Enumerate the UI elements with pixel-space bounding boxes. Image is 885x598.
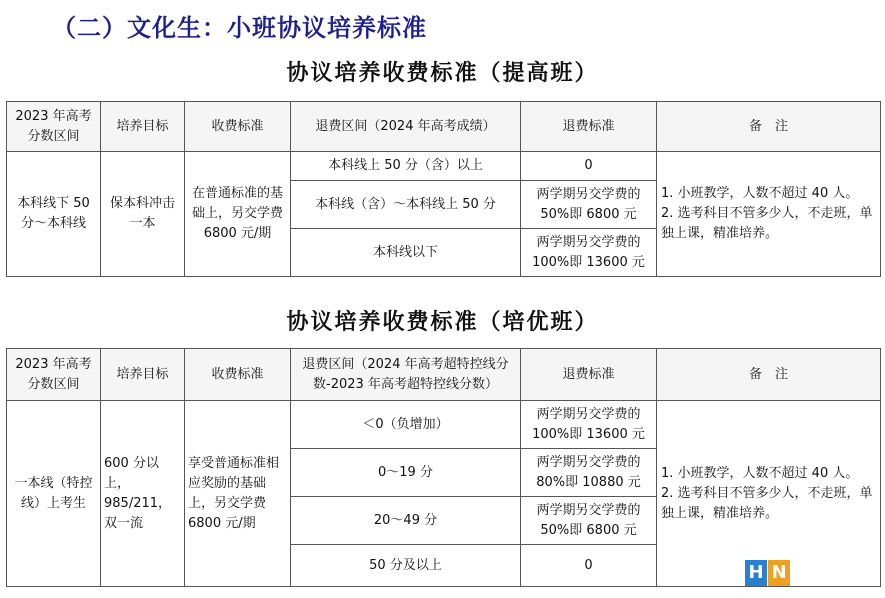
refund-standard-cell: 0: [521, 152, 657, 181]
score-range-cell: 一本线（特控线）上考生: [7, 401, 101, 587]
refund-range-cell: 本科线上 50 分（含）以上: [291, 152, 521, 181]
refund-range-cell: 20～49 分: [291, 497, 521, 545]
header-goal: 培养目标: [101, 102, 185, 152]
refund-standard-cell: 0: [521, 545, 657, 587]
note-line: 1. 小班教学，人数不超过 40 人。: [661, 465, 859, 481]
table-header-row: [7, 102, 881, 152]
table1-title: 协议培养收费标准（提高班）: [286, 61, 599, 86]
logo-letter-h: H: [745, 560, 767, 586]
header-refund-range: 退费区间（2024 年高考超特控线分数-2023 年高考超特控线分数）: [291, 349, 521, 401]
refund-range-cell: 本科线（含）～本科线上 50 分: [291, 181, 521, 229]
note-line: 2. 选考科目不管多少人，不走班，单独上课，精准培养。: [661, 485, 873, 521]
refund-standard-cell: 两学期另交学费的 50%即 6800 元: [521, 497, 657, 545]
header-refund-standard: 退费标准: [521, 102, 657, 152]
refund-range-cell: ＜0（负增加）: [291, 401, 521, 449]
score-range-cell: 本科线下 50 分～本科线: [7, 152, 101, 277]
goal-cell: 600 分以上，985/211，双一流: [101, 401, 185, 587]
refund-standard-cell: 两学期另交学费的 100%即 13600 元: [521, 229, 657, 277]
fee-cell: 享受普通标准相应奖励的基础上，另交学费 6800 元/期: [185, 401, 291, 587]
fee-table-advanced: [6, 101, 881, 277]
header-refund-range: 退费区间（2024 年高考成绩）: [291, 102, 521, 152]
notes-cell: [657, 152, 881, 277]
note-line: 1. 小班教学，人数不超过 40 人。: [661, 186, 859, 201]
header-refund-standard: 退费标准: [521, 349, 657, 401]
logo-letter-n: N: [768, 560, 790, 586]
header-fee: 收费标准: [185, 102, 291, 152]
header-notes: 备 注: [657, 349, 881, 401]
note-line: 2. 选考科目不管多少人，不走班，单独上课，精准培养。: [661, 206, 873, 241]
table-row: [7, 401, 881, 449]
header-notes: 备 注: [657, 102, 881, 152]
table-row: [7, 152, 881, 181]
section-title: （二）文化生：小班协议培养标准: [52, 14, 427, 42]
notes-cell: [657, 401, 881, 587]
table2-title: 协议培养收费标准（培优班）: [286, 310, 599, 335]
table-header-row: [7, 349, 881, 401]
fee-table-excellent: [6, 348, 881, 587]
refund-standard-cell: 两学期另交学费的 100%即 13600 元: [521, 401, 657, 449]
header-goal: 培养目标: [101, 349, 185, 401]
refund-standard-cell: 两学期另交学费的 80%即 10880 元: [521, 449, 657, 497]
hn-logo: [745, 560, 790, 586]
header-score-range: 2023 年高考分数区间: [7, 349, 101, 401]
refund-standard-cell: 两学期另交学费的 50%即 6800 元: [521, 181, 657, 229]
fee-cell: 在普通标准的基础上，另交学费 6800 元/期: [185, 152, 291, 277]
refund-range-cell: 本科线以下: [291, 229, 521, 277]
refund-range-cell: 50 分及以上: [291, 545, 521, 587]
header-fee: 收费标准: [185, 349, 291, 401]
refund-range-cell: 0～19 分: [291, 449, 521, 497]
header-score-range: 2023 年高考分数区间: [7, 102, 101, 152]
goal-cell: 保本科冲击一本: [101, 152, 185, 277]
